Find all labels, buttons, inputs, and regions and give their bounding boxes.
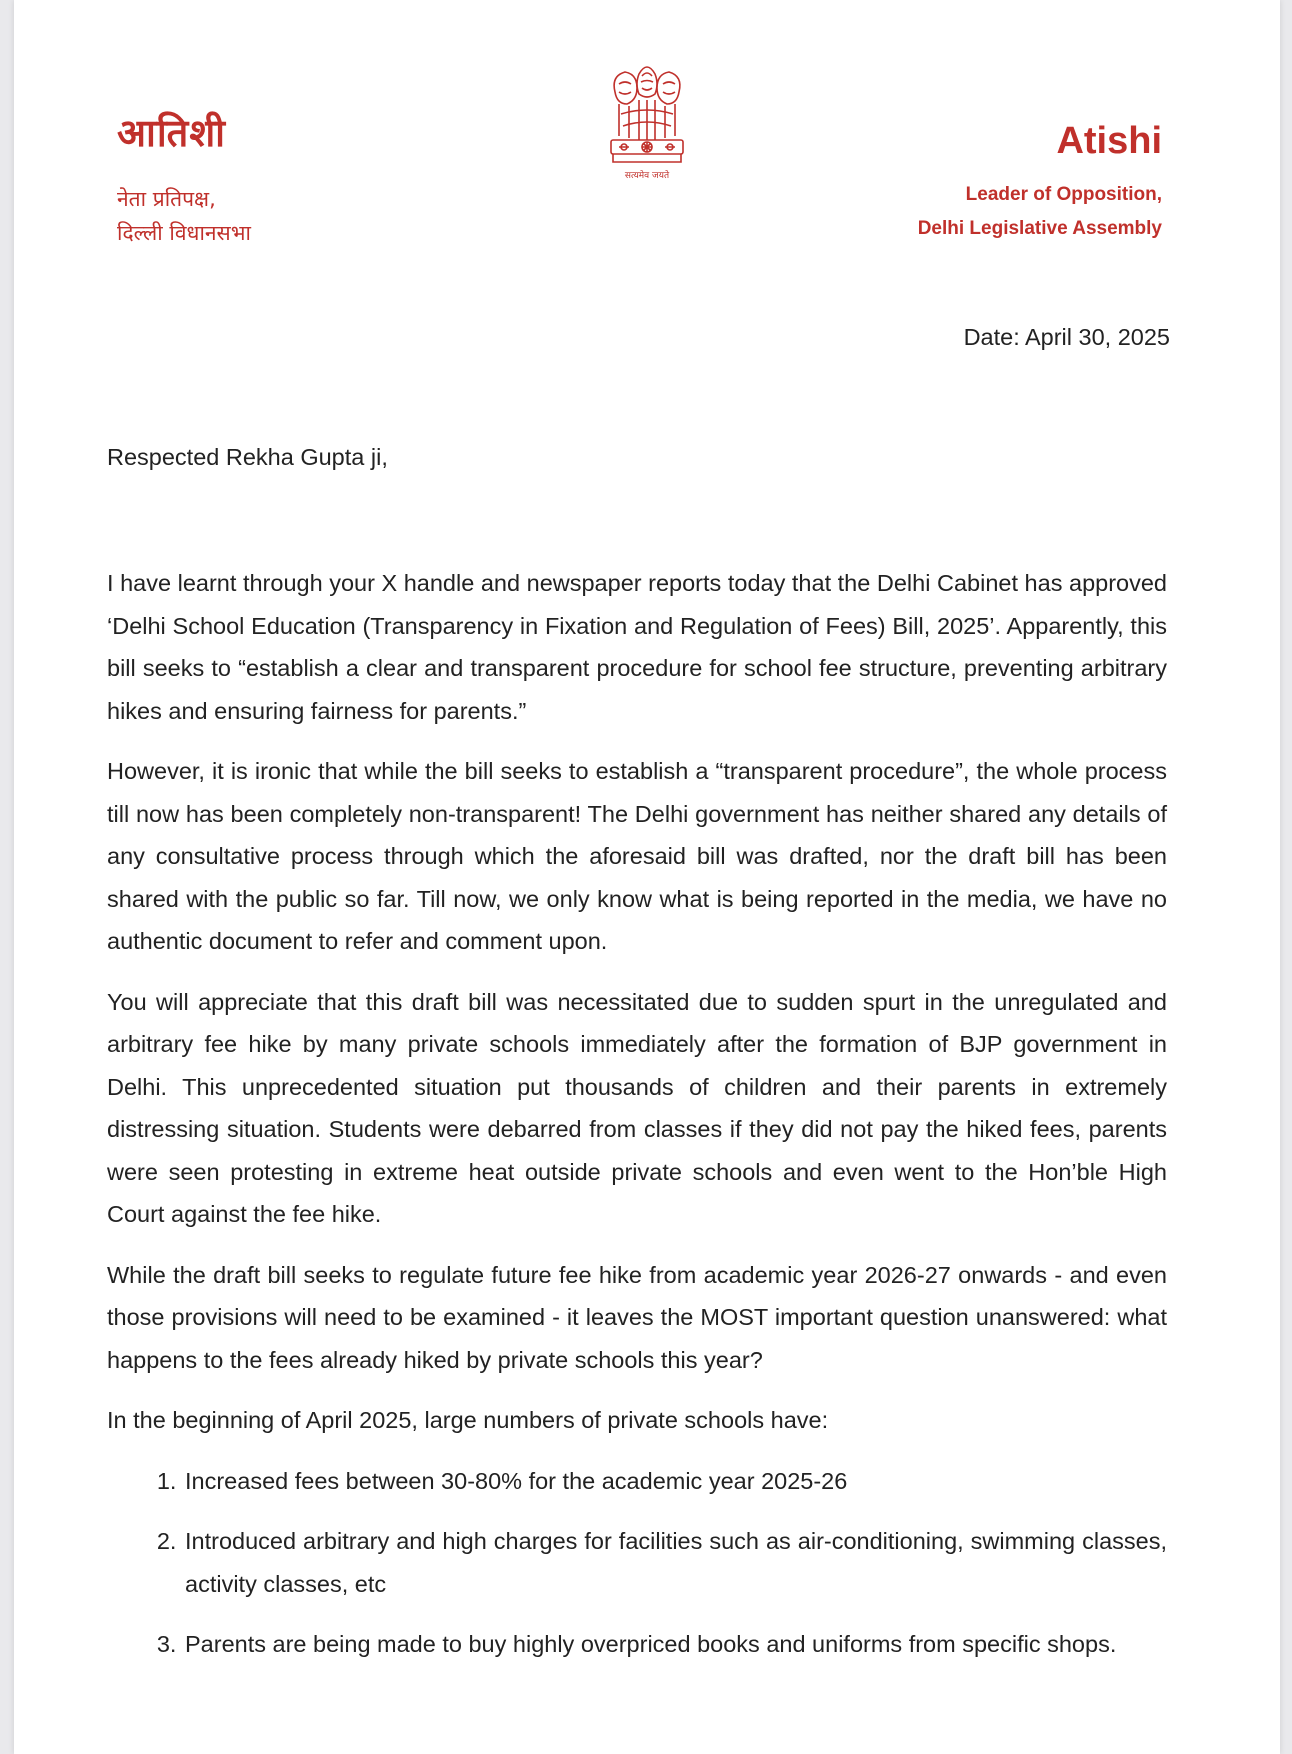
english-designation (918, 178, 1162, 246)
letter-page (14, 0, 1280, 1754)
hindi-designation-line2: दिल्ली विधानसभा (117, 221, 251, 245)
national-emblem-icon (597, 54, 697, 204)
english-designation-line2: Delhi Legislative Assembly (917, 218, 1162, 239)
letter-body (107, 562, 1167, 1684)
emblem-motto: सत्यमेव जयते (624, 171, 670, 181)
hindi-name: आतिशी (117, 111, 227, 155)
numbered-list (107, 1460, 1167, 1666)
salutation: Respected Rekha Gupta ji, (107, 444, 388, 470)
list-item: 1. Increased fees between 30-80% for the academic year 2025-26 (183, 1460, 1167, 1503)
paragraph: However, it is ironic that while the bill seeks to establish a “transparent procedure”, the whole process till now has been completely non-transparent! The Delhi government has neither shared any details of any consultative process through which the aforesaid bill was drafted, nor the draft bill has been shared with the public so far. Till now, we only know what is being reported in the media, we have no authentic document to refer and comment upon. (107, 758, 1167, 954)
paragraph: In the beginning of April 2025, large numbers of private schools have: (107, 1407, 829, 1433)
letter-date: Date: April 30, 2025 (963, 324, 1170, 350)
paragraph: You will appreciate that this draft bill was necessitated due to sudden spurt in the unregulated and arbitrary fee hike by many private schools immediately after the formation of BJP government in Delhi. This unprecedented situation put thousands of children and their parents in extremely distressing situation. Students were debarred from classes if they did not pay the hiked fees, parents were seen protesting in extreme heat outside private schools and even went to the Hon’ble High Court against the fee hike. (107, 988, 1167, 1227)
paragraph: I have learnt through your X handle and newspaper reports today that the Delhi Cabinet has approved ‘Delhi School Education (Transparency in Fixation and Regulation of Fees) Bill, 2025’. Apparently, this bill seeks to “establish a clear and transparent procedure for school fee structure, preventing arbitrary hikes and ensuring fairness for parents.” (107, 570, 1167, 724)
english-name: Atishi (1056, 120, 1162, 162)
list-item: 3. Parents are being made to buy highly overpriced books and uniforms from specific shops. (183, 1623, 1167, 1666)
hindi-designation (117, 182, 251, 250)
english-designation-line1: Leader of Opposition, (965, 184, 1162, 205)
list-item: 2. Introduced arbitrary and high charges for facilities such as air-conditioning, swimming classes, activity classes, etc (183, 1520, 1167, 1605)
hindi-designation-line1: नेता प्रतिपक्ष, (117, 187, 216, 211)
paragraph: While the draft bill seeks to regulate future fee hike from academic year 2026-27 onwards - and even those provisions will need to be examined - it leaves the MOST important question unanswered: what happens to the fees already hiked by private schools this year? (107, 1261, 1167, 1373)
